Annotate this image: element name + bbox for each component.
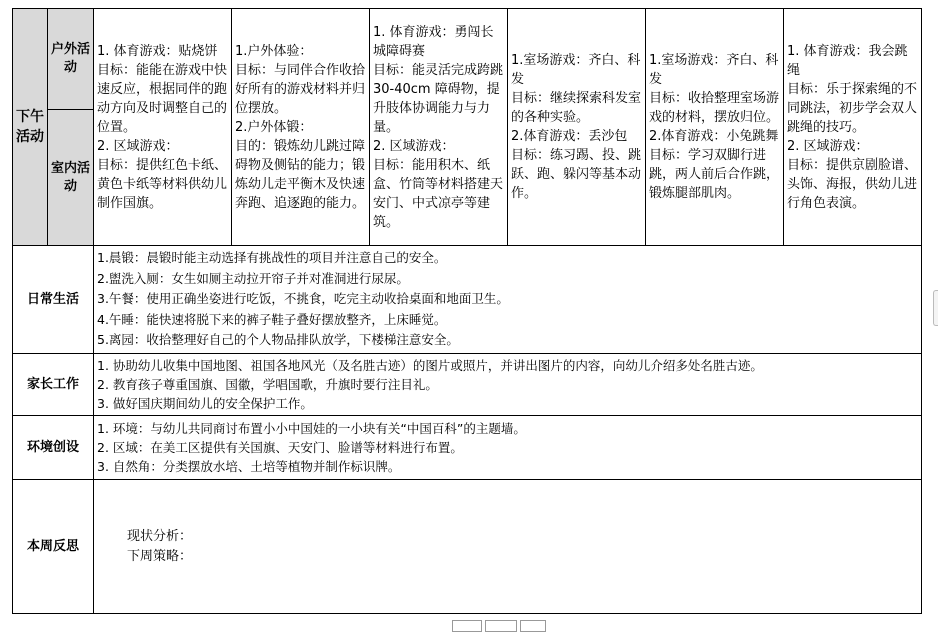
list-item: 5.离园：收拾整理好自己的个人物品排队放学，下楼梯注意安全。 — [97, 332, 459, 348]
parent-work-row — [13, 354, 922, 416]
mark — [520, 620, 546, 632]
list-item: 3. 自然角：分类摆放水培、土培等植物并制作标识牌。 — [97, 459, 401, 474]
list-item: 3.午餐：使用正确坐姿进行吃饭，不挑食，吃完主动收拾桌面和地面卫生。 — [97, 291, 509, 307]
status-analysis: 现状分析： — [127, 528, 193, 544]
list-item: 4.午睡：能快速将脱下来的裤子鞋子叠好摆放整齐，上床睡觉。 — [97, 311, 447, 327]
daily-life-content — [94, 246, 922, 354]
parent-work-content — [94, 354, 922, 416]
reflection-row — [13, 480, 922, 614]
outdoor-activity-label: 户外活动 — [48, 9, 94, 110]
activity-cell-2: 1.户外体验： 目标：与同伴合作收拾好所有的游戏材料并归位摆放。 2.户外体锻： 目的：锻炼幼儿跳过障碍物及侧钻的能力；锻炼幼儿走平衡木及快速奔跑、追逐跑的能力。 — [232, 9, 370, 246]
environment-content — [94, 416, 922, 480]
mark — [485, 620, 517, 632]
activity-cell-5: 1.室场游戏：齐白、科发 目标：收拾整理室场游戏的材料，摆放归位。 2.体育游戏：小兔跳舞 目标：学习双脚行进跳，两人前后合作跳，锻炼腿部肌肉。 — [646, 9, 784, 246]
activity-cell-4: 1.室场游戏：齐白、科发 目标：继续探索科发室的各种实验。 2.体育游戏：丢沙包 目标：练习踢、投、跳跃、跑、躲闪等基本动作。 — [508, 9, 646, 246]
list-item: 2. 区域：在美工区提供有关国旗、天安门、脸谱等材料进行布置。 — [97, 440, 463, 455]
indoor-activity-label: 室内活动 — [48, 110, 94, 246]
list-item: 2. 教育孩子尊重国旗、国徽，学唱国歌，升旗时要行注目礼。 — [97, 377, 438, 392]
scroll-handle[interactable] — [933, 290, 938, 326]
reflection-label: 本周反思 — [13, 480, 94, 614]
list-item: 3. 做好国庆期间幼儿的安全保护工作。 — [97, 396, 313, 411]
list-item: 1. 环境：与幼儿共同商讨布置小小中国娃的一小块有关“中国百科”的主题墙。 — [97, 421, 526, 436]
list-item: 1.晨锻：晨锻时能主动选择有挑战性的项目并注意自己的安全。 — [97, 250, 447, 266]
mark — [452, 620, 482, 632]
weekly-plan-page — [12, 8, 922, 614]
weekly-plan-table — [12, 8, 922, 614]
daily-life-label: 日常生活 — [13, 246, 94, 354]
bottom-marks — [452, 617, 549, 636]
parent-work-label: 家长工作 — [13, 354, 94, 416]
next-week-strategy: 下周策略： — [127, 548, 193, 564]
activity-cell-1: 1. 体育游戏：贴烧饼 目标：能能在游戏中快速反应，根据同伴的跑动方向及时调整自己的位置。 2. 区域游戏： 目标：提供红色卡纸、黄色卡纸等材料供幼儿制作国旗。 — [94, 9, 232, 246]
daily-life-row — [13, 246, 922, 354]
list-item: 2.盥洗入厕：女生如厕主动拉开帘子并对准洞进行尿尿。 — [97, 270, 409, 286]
activity-cell-6: 1. 体育游戏：我会跳绳 目标：乐于探索绳的不同跳法，初步学会双人跳绳的技巧。 2. 区域游戏： 目标：提供京剧脸谱、头饰、海报，供幼儿进行角色表演。 — [784, 9, 922, 246]
outdoor-row — [13, 9, 922, 110]
environment-label: 环境创设 — [13, 416, 94, 480]
list-item: 1. 协助幼儿收集中国地图、祖国各地风光（及名胜古迹）的图片或照片，并讲出图片的内容，向幼儿介绍多处名胜古迹。 — [97, 358, 763, 373]
activity-cell-3: 1. 体育游戏：勇闯长城障碍赛 目标：能灵活完成跨跳 30-40cm 障碍物，提升肢体协调能力与力量。 2. 区域游戏： 目标：能用积木、纸盒、竹筒等材料搭建天安门、中式凉亭等建筑。 — [370, 9, 508, 246]
afternoon-activity-label: 下午活动 — [13, 9, 48, 246]
reflection-content — [94, 480, 922, 614]
environment-row — [13, 416, 922, 480]
